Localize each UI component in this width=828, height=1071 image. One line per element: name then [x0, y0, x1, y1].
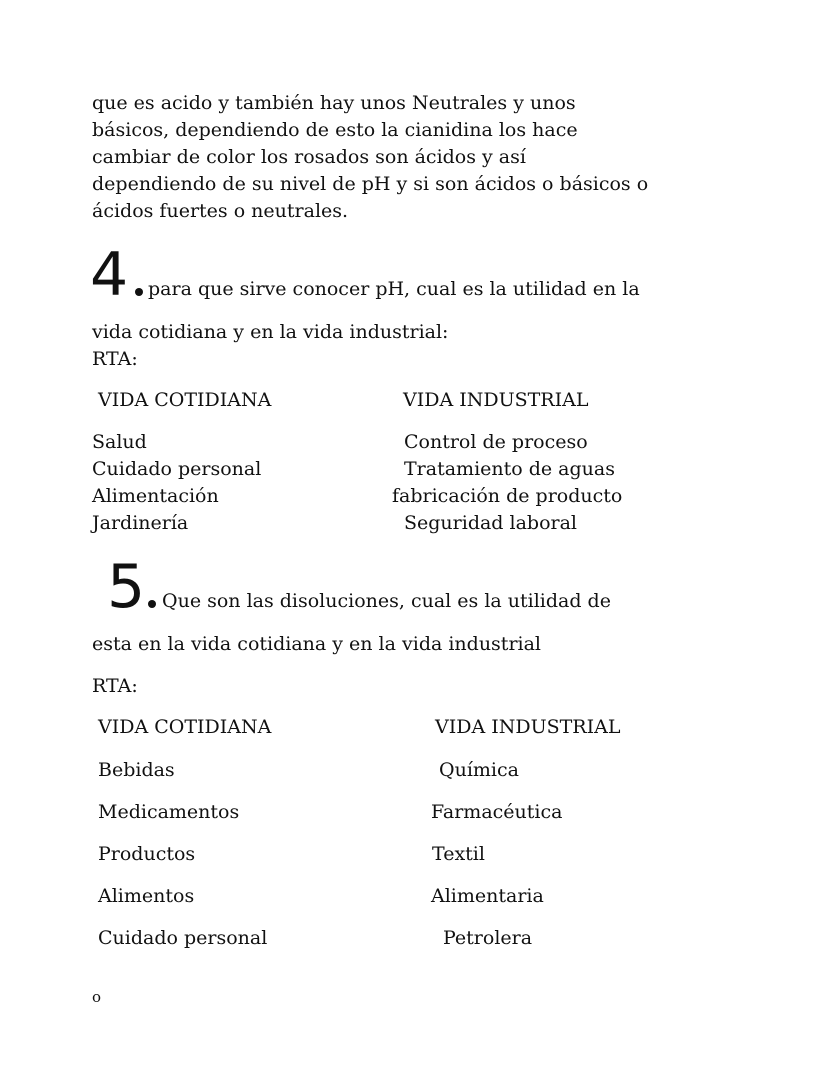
question-4-bullet	[135, 288, 143, 296]
question-4-right-item: Seguridad laboral	[404, 512, 578, 534]
intro-line-1: que es acido y también hay unos Neutrales y unos	[92, 92, 576, 114]
question-5-text-line-2: esta en la vida cotidiana y en la vida industrial	[92, 633, 542, 655]
question-4-right-item: Tratamiento de aguas	[404, 458, 615, 480]
question-4-answer-label: RTA:	[92, 348, 138, 370]
question-5-right-item: Textil	[432, 843, 485, 865]
question-4-right-item: fabricación de producto	[392, 485, 623, 507]
intro-line-2: básicos, dependiendo de esto la cianidina los hace	[92, 119, 578, 141]
question-4-right-item: Control de proceso	[404, 431, 588, 453]
question-4-left-item: Jardinería	[92, 512, 189, 534]
question-5-left-header: VIDA COTIDIANA	[98, 716, 272, 738]
question-5-left-item: Productos	[98, 843, 196, 865]
question-5-right-item: Química	[439, 759, 519, 781]
question-5-left-item: Bebidas	[98, 759, 175, 781]
question-5-text-line-1: Que son las disoluciones, cual es la utilidad de	[162, 590, 611, 612]
question-5-right-header: VIDA INDUSTRIAL	[435, 716, 621, 738]
intro-line-5: ácidos fuertes o neutrales.	[92, 200, 349, 222]
question-5-right-item: Alimentaria	[431, 885, 544, 907]
question-5-left-item: Medicamentos	[98, 801, 240, 823]
question-4-text-line-2: vida cotidiana y en la vida industrial:	[92, 321, 449, 343]
footer-mark: o	[92, 988, 102, 1006]
question-4-text-line-1: para que sirve conocer pH, cual es la utilidad en la	[148, 278, 640, 300]
question-4-left-item: Salud	[92, 431, 147, 453]
intro-line-4: dependiendo de su nivel de pH y si son ácidos o básicos o	[92, 173, 649, 195]
question-5-left-item: Cuidado personal	[98, 927, 268, 949]
question-4-left-item: Alimentación	[92, 485, 219, 507]
question-4-left-item: Cuidado personal	[92, 458, 262, 480]
question-5-bullet	[148, 600, 156, 608]
question-5-answer-label: RTA:	[92, 675, 138, 697]
question-5-right-item: Petrolera	[443, 927, 533, 949]
question-4-right-header: VIDA INDUSTRIAL	[403, 389, 589, 411]
intro-line-3: cambiar de color los rosados son ácidos y así	[92, 146, 526, 168]
question-5-right-item: Farmacéutica	[431, 801, 563, 823]
question-5-left-item: Alimentos	[98, 885, 195, 907]
question-5-number: 5	[107, 552, 146, 622]
question-4-number: 4	[90, 240, 129, 310]
question-4-left-header: VIDA COTIDIANA	[98, 389, 272, 411]
